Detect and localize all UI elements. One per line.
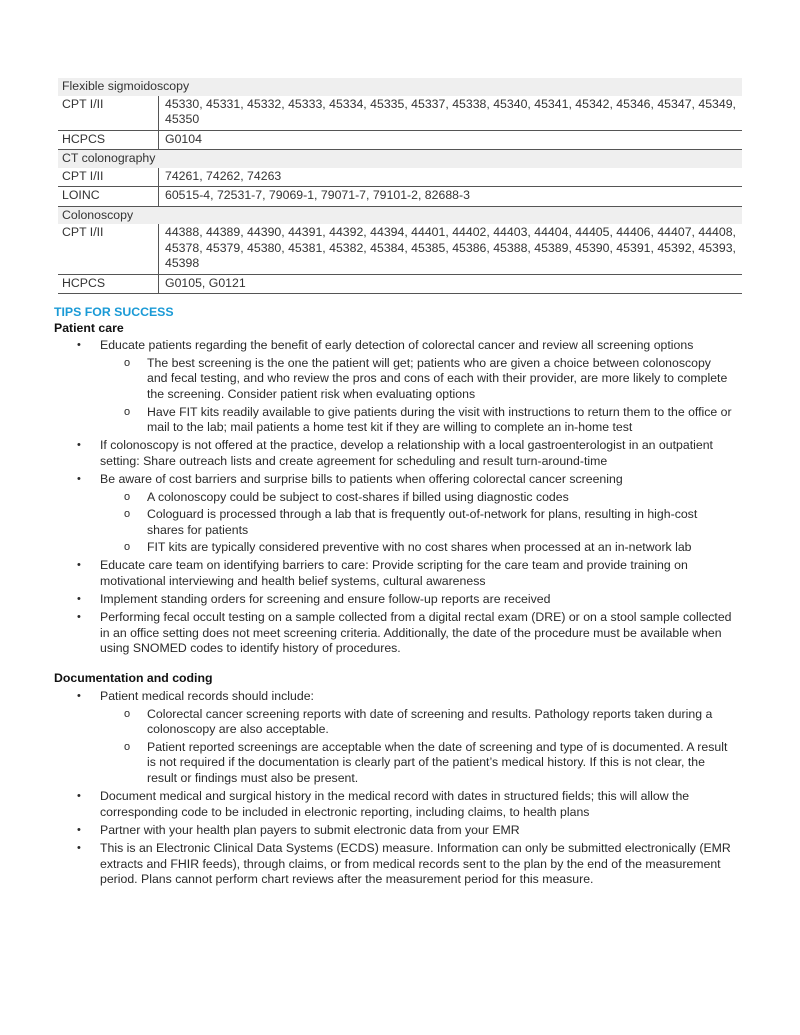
bullet-icon: • bbox=[77, 339, 81, 352]
documentation-heading: Documentation and coding bbox=[54, 671, 213, 686]
sub-bullet-list bbox=[100, 356, 734, 436]
patient-care-list bbox=[54, 338, 734, 657]
code-list: 60515-4, 72531-7, 79069-1, 79071-7, 79101-2, 82688-3 bbox=[159, 187, 743, 207]
sub-bullet-list bbox=[100, 707, 734, 787]
code-system-label: CPT I/II bbox=[58, 224, 159, 274]
sub-bullet-item bbox=[100, 405, 734, 436]
bullet-item bbox=[54, 610, 734, 657]
bullet-item bbox=[54, 592, 734, 608]
circle-bullet-icon: o bbox=[124, 541, 131, 554]
bullet-icon: • bbox=[77, 439, 81, 452]
sub-bullet-item bbox=[100, 507, 734, 538]
sub-bullet-text: The best screening is the one the patient will get; patients who are given a choice between colonoscopy and fecal testing, and who review the pros and cons of each with their provider, are more likely to complete the screening. Consider patient risk when evaluating options bbox=[147, 355, 728, 401]
code-list: 44388, 44389, 44390, 44391, 44392, 44394, 44401, 44402, 44403, 44404, 44405, 44406, 44407, 44408, 45378, 45379, 45380, 45381, 45382, 45384, 45385, 45386, 45388, 45389, 45390, 45391, 45392, 45393, 45398 bbox=[159, 224, 743, 274]
sub-bullet-item bbox=[100, 740, 734, 787]
tips-section bbox=[54, 305, 734, 890]
bullet-item bbox=[54, 472, 734, 556]
bullet-icon: • bbox=[77, 472, 81, 485]
code-row bbox=[58, 96, 742, 131]
code-system-label: HCPCS bbox=[58, 130, 159, 150]
code-list: G0105, G0121 bbox=[159, 274, 743, 294]
bullet-icon: • bbox=[77, 593, 81, 606]
bullet-text: Be aware of cost barriers and surprise bills to patients when offering colorectal cancer screening bbox=[100, 471, 623, 486]
bullet-icon: • bbox=[77, 841, 81, 854]
sub-bullet-text: Patient reported screenings are acceptable when the date of screening and type of is documented. A result is not required if the documentation is clearly part of the patient’s medical history. If this is not clear, the result or findings must also be present. bbox=[147, 739, 728, 786]
section-row bbox=[58, 78, 742, 96]
section-row bbox=[58, 150, 742, 168]
sub-bullet-item bbox=[100, 356, 734, 403]
code-list: 74261, 74262, 74263 bbox=[159, 168, 743, 187]
bullet-text: This is an Electronic Clinical Data Systems (ECDS) measure. Information can only be submitted electronically (EMR extracts and FHIR feeds), through claims, or from medical records sent to the plan by the end of the measurement period. Plans cannot perform chart reviews after the measurement period for this measure. bbox=[100, 840, 731, 887]
circle-bullet-icon: o bbox=[124, 740, 131, 753]
circle-bullet-icon: o bbox=[124, 490, 131, 503]
sub-bullet-text: A colonoscopy could be subject to cost-shares if billed using diagnostic codes bbox=[147, 489, 569, 504]
sub-bullet-text: Have FIT kits readily available to give patients during the visit with instructions to return them to the office or mail to the lab; mail patients a home test kit if they are willing to complete an in-home test bbox=[147, 404, 732, 435]
bullet-text: Educate patients regarding the benefit of early detection of colorectal cancer and review all screening options bbox=[100, 338, 694, 353]
bullet-item bbox=[54, 558, 734, 589]
bullet-text: Performing fecal occult testing on a sample collected from a digital rectal exam (DRE) or on a stool sample collected in an office setting does not meet screening criteria. Additionally, the date of the procedure must be available when using SNOMED codes to identify history of procedures. bbox=[100, 610, 732, 656]
bullet-item bbox=[54, 823, 734, 839]
code-row bbox=[58, 224, 742, 274]
sub-bullet-text: FIT kits are typically considered preventive with no cost shares when processed at an in-network lab bbox=[147, 540, 692, 555]
sub-bullet-item bbox=[100, 707, 734, 738]
bullet-text: Educate care team on identifying barriers to care: Provide scripting for the care team and provide training on motivational interviewing and health belief systems, cultural awareness bbox=[100, 558, 688, 588]
bullet-icon: • bbox=[77, 611, 81, 624]
bullet-text: Patient medical records should include: bbox=[100, 689, 314, 704]
code-row bbox=[58, 130, 742, 150]
bullet-text: Partner with your health plan payers to submit electronic data from your EMR bbox=[100, 822, 520, 837]
sub-bullet-text: Cologuard is processed through a lab that is frequently out-of-network for plans, resulting in high-cost shares for patients bbox=[147, 507, 698, 537]
circle-bullet-icon: o bbox=[124, 707, 131, 720]
sub-bullet-list bbox=[100, 490, 734, 556]
documentation-list bbox=[54, 689, 734, 888]
sub-bullet-item bbox=[100, 540, 734, 556]
sub-bullet-item bbox=[100, 490, 734, 506]
code-list: 45330, 45331, 45332, 45333, 45334, 45335, 45337, 45338, 45340, 45341, 45342, 45346, 45347, 45349, 45350 bbox=[159, 96, 743, 131]
bullet-text: Implement standing orders for screening and ensure follow-up reports are received bbox=[100, 592, 551, 607]
bullet-item bbox=[54, 438, 734, 469]
circle-bullet-icon: o bbox=[124, 508, 131, 521]
circle-bullet-icon: o bbox=[124, 356, 131, 369]
circle-bullet-icon: o bbox=[124, 405, 131, 418]
bullet-icon: • bbox=[77, 823, 81, 836]
bullet-icon: • bbox=[77, 559, 81, 572]
patient-care-heading: Patient care bbox=[54, 320, 124, 335]
bullet-item bbox=[54, 689, 734, 787]
section-title: Flexible sigmoidoscopy bbox=[58, 78, 742, 96]
bullet-text: Document medical and surgical history in the medical record with dates in structured fields; this will allow the corresponding code to be included in electronic reporting, including claims, to health plans bbox=[100, 789, 690, 819]
code-row bbox=[58, 168, 742, 187]
bullet-text: If colonoscopy is not offered at the practice, develop a relationship with a local gastroenterologist in an outpatient setting: Share outreach lists and create agreement for scheduling and result turn-around-time bbox=[100, 438, 713, 468]
sub-bullet-text: Colorectal cancer screening reports with date of screening and results. Pathology reports taken during a colonoscopy are also acceptable. bbox=[147, 706, 713, 737]
bullet-icon: • bbox=[77, 690, 81, 703]
bullet-item bbox=[54, 789, 734, 820]
code-row bbox=[58, 187, 742, 207]
bullet-item bbox=[54, 338, 734, 436]
bullet-item bbox=[54, 841, 734, 888]
section-title: CT colonography bbox=[58, 150, 742, 168]
code-system-label: HCPCS bbox=[58, 274, 159, 294]
code-system-label: CPT I/II bbox=[58, 168, 159, 187]
tips-heading: TIPS FOR SUCCESS bbox=[54, 305, 174, 319]
bullet-icon: • bbox=[77, 790, 81, 803]
code-system-label: LOINC bbox=[58, 187, 159, 207]
code-table bbox=[58, 78, 742, 294]
code-row bbox=[58, 274, 742, 294]
section-row bbox=[58, 206, 742, 224]
code-list: G0104 bbox=[159, 130, 743, 150]
code-system-label: CPT I/II bbox=[58, 96, 159, 131]
section-title: Colonoscopy bbox=[58, 206, 742, 224]
